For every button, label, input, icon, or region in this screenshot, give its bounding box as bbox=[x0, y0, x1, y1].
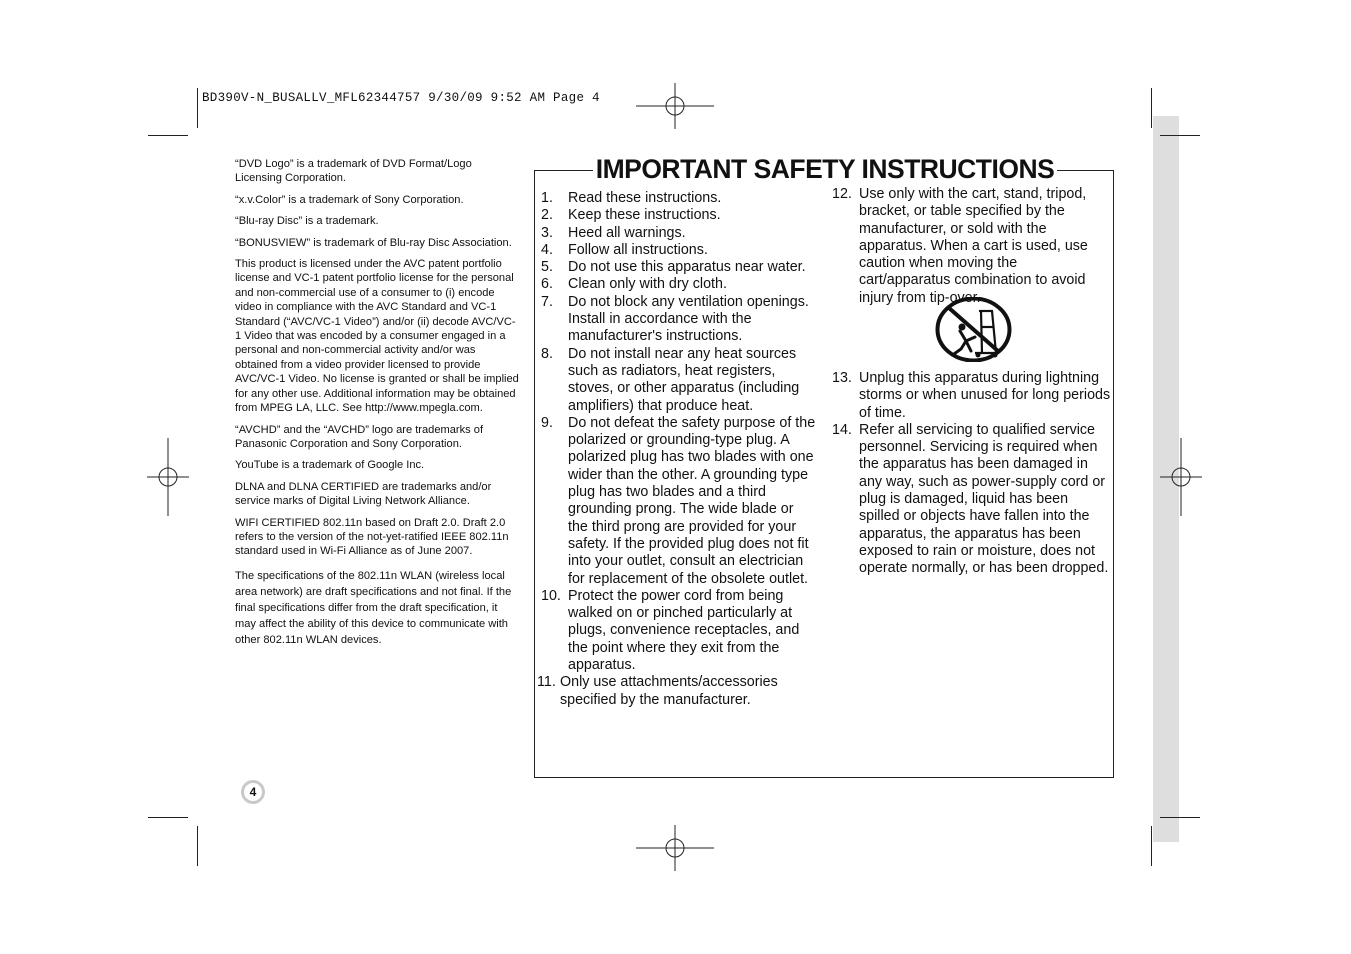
item-number: 12. bbox=[832, 186, 852, 202]
list-item bbox=[541, 207, 816, 224]
trademark-notice: This product is licensed under the AVC patent portfolio license and VC-1 patent portfolio license for the personal and non-commercial use of a consumer to (i) encode video in compliance with the AVC Standard and VC-1 Standard (“AVC/VC-1 Video”) and/or (ii) decode AVC/VC-1 Video that was encoded by a consumer engaged in a personal and non-commercial activity and/or was obtained from a video provider licensed to provide AVC/VC-1 Video. No license is granted or shall be implied for any other use. Additional information may be obtained from MPEG LA, LLC. See http://www.mpegla.com. bbox=[235, 258, 519, 415]
trademark-notice: “BONUSVIEW” is trademark of Blu-ray Disc Association. bbox=[235, 236, 512, 249]
trademark-notice: “AVCHD” and the “AVCHD” logo are trademarks of Panasonic Corporation and Sony Corporation. bbox=[235, 423, 484, 450]
list-item bbox=[541, 588, 816, 674]
item-number: 6. bbox=[541, 276, 553, 293]
list-item bbox=[537, 674, 816, 709]
trademark-notice: “Blu-ray Disc” is a trademark. bbox=[235, 215, 379, 228]
crop-mark bbox=[1160, 817, 1200, 818]
trademark-notice: YouTube is a trademark of Google Inc. bbox=[235, 459, 425, 472]
item-text: Unplug this apparatus during lightning storms or when unused for long periods of time. bbox=[859, 370, 1111, 421]
list-item bbox=[832, 370, 1112, 422]
registration-mark-icon bbox=[636, 83, 714, 129]
crop-mark bbox=[148, 817, 188, 818]
registration-mark-icon bbox=[636, 825, 714, 871]
list-item bbox=[541, 190, 816, 207]
registration-mark-icon bbox=[1160, 438, 1202, 516]
item-text: Read these instructions. bbox=[568, 190, 722, 206]
list-item bbox=[541, 225, 816, 242]
item-number: 5. bbox=[541, 259, 553, 276]
item-number: 11. bbox=[537, 674, 556, 691]
crop-mark bbox=[1151, 826, 1152, 866]
item-number: 7. bbox=[541, 293, 553, 310]
item-text: Keep these instructions. bbox=[568, 207, 721, 224]
crop-mark bbox=[1151, 88, 1152, 128]
safety-title: IMPORTANT SAFETY INSTRUCTIONS bbox=[593, 152, 1058, 186]
item-number: 4. bbox=[541, 241, 553, 258]
document-slug: BD390V-N_BUSALLV_MFL62344757 9/30/09 9:52 AM Page 4 bbox=[202, 91, 600, 105]
trademark-notice: The specifications of the 802.11n WLAN (wireless local area network) are draft specifications and not final. If the final specifications differ from the draft specification, it may affect the ability of this device to communicate with other 802.11n WLAN devices. bbox=[235, 569, 512, 646]
item-text: Do not block any ventilation openings. Install in accordance with the manufacturer's instructions. bbox=[568, 293, 809, 345]
trademark-notice: WIFI CERTIFIED 802.11n based on Draft 2.0. Draft 2.0 refers to the version of the not-yet-ratified IEEE 802.11n standard used in Wi-Fi Alliance as of June 2007. bbox=[235, 516, 509, 558]
item-number: 13. bbox=[832, 370, 852, 386]
page-number: 4 bbox=[244, 783, 262, 801]
item-number: 9. bbox=[541, 414, 553, 431]
item-text: Only use attachments/accessories specified by the manufacturer. bbox=[560, 674, 778, 708]
safety-list-left bbox=[537, 190, 816, 709]
crop-mark bbox=[1160, 135, 1200, 136]
safety-list-right-top bbox=[832, 186, 1112, 307]
item-text: Refer all servicing to qualified service personnel. Servicing is required when the apparatus has been damaged in any way, such as power-supply cord or plug is damaged, liquid has been spilled or objects have fallen into the apparatus, the apparatus has been exposed to rain or moisture, does not operate normally, or has been dropped. bbox=[859, 421, 1109, 577]
item-number: 10. bbox=[541, 587, 561, 604]
item-text: Use only with the cart, stand, tripod, bracket, or table specified by the manufacturer, or sold with the apparatus. When a cart is used, use caution when moving the cart/apparatus combination to avoid injury from tip-over. bbox=[859, 186, 1088, 306]
list-item bbox=[541, 242, 816, 259]
crop-mark bbox=[197, 826, 198, 866]
item-number: 14. bbox=[832, 421, 852, 438]
item-text: Do not install near any heat sources such as radiators, heat registers, stoves, or other apparatus (including amplifiers) that produce heat. bbox=[568, 345, 800, 414]
trademark-notice: “x.v.Color” is a trademark of Sony Corporation. bbox=[235, 193, 464, 206]
list-item bbox=[832, 186, 1112, 307]
crop-mark bbox=[148, 135, 188, 136]
trademark-notice: DLNA and DLNA CERTIFIED are trademarks and/or service marks of Digital Living Network Alliance. bbox=[235, 480, 492, 508]
item-text: Heed all warnings. bbox=[568, 224, 686, 241]
item-text: Follow all instructions. bbox=[568, 241, 708, 258]
list-item bbox=[541, 259, 816, 276]
registration-mark-icon bbox=[147, 438, 189, 516]
list-item bbox=[832, 422, 1112, 578]
item-number: 2. bbox=[541, 207, 553, 224]
cart-tip-over-warning-icon bbox=[935, 297, 1012, 362]
safety-list-right-bottom bbox=[832, 370, 1112, 578]
crop-mark bbox=[197, 88, 198, 128]
item-text: Clean only with dry cloth. bbox=[568, 276, 727, 293]
trademark-notices bbox=[235, 157, 519, 655]
list-item bbox=[541, 294, 816, 346]
page-number-badge bbox=[241, 780, 265, 804]
trademark-notice: “DVD Logo” is a trademark of DVD Format/Logo Licensing Corporation. bbox=[235, 158, 472, 185]
item-text: Protect the power cord from being walked on or pinched particularly at plugs, convenience receptacles, and the point where they exit from the apparatus. bbox=[568, 587, 800, 674]
item-text: Do not use this apparatus near water. bbox=[568, 259, 806, 276]
list-item bbox=[541, 346, 816, 415]
item-number: 1. bbox=[541, 190, 553, 206]
item-number: 8. bbox=[541, 345, 553, 362]
list-item bbox=[541, 415, 816, 588]
safety-title-wrap bbox=[534, 152, 1116, 186]
list-item bbox=[541, 276, 816, 293]
item-text: Do not defeat the safety purpose of the polarized or grounding-type plug. A polarized plug has two blades with one wider than the other. A grounding type plug has two blades and a third grounding prong. The wide blade or the third prong are provided for your safety. If the provided plug does not fit into your outlet, consult an electrician for replacement of the obsolete outlet. bbox=[568, 414, 816, 587]
item-number: 3. bbox=[541, 224, 553, 241]
